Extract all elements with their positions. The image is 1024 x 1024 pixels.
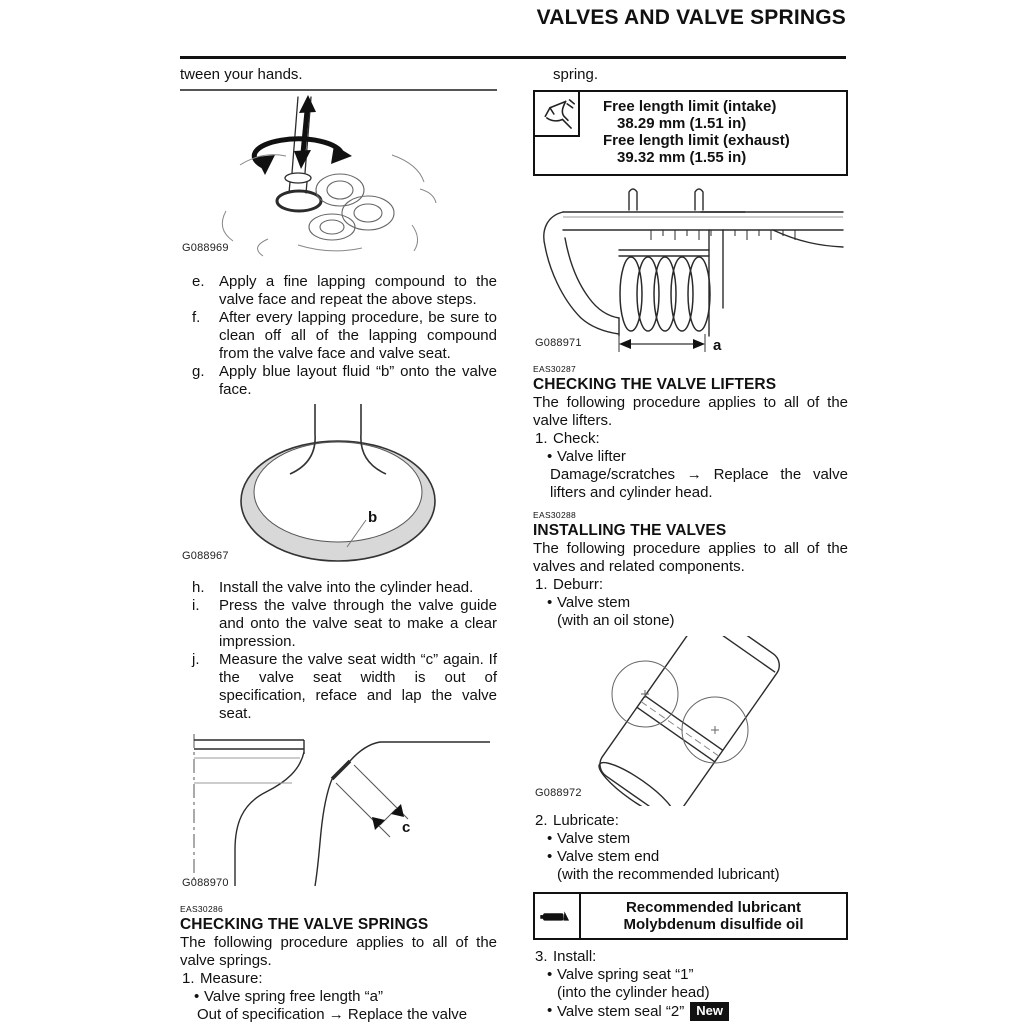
note-text: (into the cylinder head) <box>557 984 710 1001</box>
dimension-arrow <box>619 334 705 352</box>
bullet-text: Valve spring free length “a” <box>204 987 383 1005</box>
section-intro: The following procedure applies to all of the valve springs. <box>180 933 497 969</box>
list-text: Apply blue layout fluid “b” onto the valve face. <box>219 362 497 398</box>
list-marker: i. <box>192 596 200 614</box>
bullet-text: Valve stem end <box>557 848 660 865</box>
result-text: Out of specification → Replace the valve <box>197 1005 468 1023</box>
figure-id-label: G088970 <box>182 876 229 889</box>
valve-face-illustration <box>180 404 497 569</box>
bullet-item <box>180 988 497 1006</box>
spring-coils <box>620 257 710 331</box>
bullet-text: Valve stem <box>557 830 631 847</box>
lubricant-value: Molybdenum disulfide oil <box>623 916 804 933</box>
valve-lapping-tool-illustration <box>180 93 497 261</box>
list-marker: h. <box>192 578 205 596</box>
list-item <box>180 651 497 723</box>
section-intro: The following procedure applies to all of the valves and related components. <box>533 540 848 575</box>
list-item <box>180 273 497 309</box>
list-item <box>180 579 497 597</box>
section-heading: CHECKING THE VALVE LIFTERS <box>533 376 777 393</box>
header-rule <box>180 56 846 59</box>
spec-value-intake: 38.29 mm (1.51 in) <box>617 115 747 132</box>
bullet-item <box>533 848 848 866</box>
bullet-item <box>533 448 848 466</box>
spec-value-exhaust: 39.32 mm (1.55 in) <box>617 149 747 166</box>
continuation-text-right: spring. <box>553 66 599 83</box>
bullet-item <box>533 594 848 612</box>
callout-a: a <box>713 337 722 354</box>
step-label: Check: <box>553 430 600 447</box>
list-marker: e. <box>192 272 205 290</box>
valve-seat-width-illustration <box>180 728 497 896</box>
numbered-step <box>180 970 497 988</box>
result-text: Damage/scratches → Replace the valve lifters and cylinder head. <box>550 466 848 501</box>
oil-can-icon <box>535 894 581 938</box>
step-number: 1. <box>535 430 548 447</box>
bullet-marker: • <box>547 848 553 865</box>
figure-id-label: G088972 <box>535 787 582 799</box>
section-intro: The following procedure applies to all of the valve lifters. <box>533 394 848 429</box>
lapping-steps-list <box>180 273 497 399</box>
new-part-badge: New <box>690 1002 729 1021</box>
note-text: (with an oil stone) <box>557 612 675 629</box>
section-code: EAS30288 <box>533 510 577 520</box>
figure-valve-face <box>180 404 497 569</box>
section-checking-valve-lifters <box>533 364 848 502</box>
section-checking-valve-springs <box>180 904 497 1024</box>
bullet-marker: • <box>547 594 553 611</box>
numbered-step <box>533 948 848 966</box>
list-marker: j. <box>192 650 200 668</box>
up-down-arrow-icon <box>303 111 307 153</box>
bullet-text: Valve lifter <box>557 448 626 465</box>
figure-id-label: G088971 <box>535 337 582 349</box>
spec-label-exhaust: Free length limit (exhaust) <box>603 132 790 149</box>
bullet-item <box>533 830 848 848</box>
figure-valve-lapping <box>180 93 497 261</box>
step-label: Deburr: <box>553 576 604 593</box>
section-code: EAS30287 <box>533 364 577 374</box>
step-number: 3. <box>535 948 548 965</box>
numbered-step <box>533 812 848 830</box>
bullet-text: Valve stem seal “2” <box>557 1003 685 1020</box>
spec-label-intake: Free length limit (intake) <box>603 98 777 115</box>
section-installing-valves <box>533 510 848 630</box>
caliper-icon <box>533 90 580 137</box>
step-label: Lubricate: <box>553 812 619 829</box>
bullet-marker: • <box>547 448 553 465</box>
step-label: Install: <box>553 948 597 965</box>
list-marker: g. <box>192 362 205 380</box>
seat-steps-list <box>180 579 497 723</box>
figure-caliper-spring <box>533 184 848 356</box>
list-item <box>180 597 497 651</box>
list-text: After every lapping procedure, be sure to clean off all of the lapping compound from the valve face and valve seat. <box>219 308 497 362</box>
section-heading: CHECKING THE VALVE SPRINGS <box>180 915 429 933</box>
numbered-step <box>533 576 848 594</box>
step-number: 2. <box>535 812 548 829</box>
lubricant-box <box>533 892 848 940</box>
list-text: Install the valve into the cylinder head. <box>219 578 474 596</box>
bullet-marker: • <box>547 830 553 847</box>
list-text: Press the valve through the valve guide and onto the valve seat to make a clear impression. <box>219 596 497 650</box>
figure-id-label: G088967 <box>182 549 229 562</box>
caliper-measuring-spring-illustration <box>533 184 848 356</box>
step-number: 1. <box>182 969 195 987</box>
bullet-marker: • <box>194 987 200 1005</box>
figure-divider-rule <box>180 89 497 91</box>
spec-box-free-length <box>533 90 848 176</box>
list-text: Measure the valve seat width “c” again. If the valve seat width is out of specification, reface and lap the valve seat. <box>219 650 497 722</box>
bullet-text: Valve stem <box>557 594 631 611</box>
section-heading: INSTALLING THE VALVES <box>533 522 727 539</box>
section-code: EAS30286 <box>180 903 224 914</box>
numbered-step <box>533 430 848 448</box>
figure-seat-width <box>180 728 497 896</box>
figure-id-label: G088969 <box>182 241 229 254</box>
callout-b: b <box>368 508 378 526</box>
figure-stem-deburr <box>533 636 848 806</box>
note-text: (with the recommended lubricant) <box>557 866 780 883</box>
list-text: Apply a fine lapping compound to the valve face and repeat the above steps. <box>219 272 497 308</box>
lubricant-title: Recommended lubricant <box>625 899 802 916</box>
bullet-item <box>533 1002 848 1021</box>
bullet-marker: • <box>547 966 553 983</box>
list-item <box>180 309 497 363</box>
right-column <box>533 66 848 1021</box>
install-steps <box>533 948 848 1021</box>
list-item <box>180 363 497 399</box>
step-label: Measure: <box>200 969 263 987</box>
continuation-text-left: tween your hands. <box>180 66 303 83</box>
lubricate-steps <box>533 812 848 884</box>
bullet-item <box>533 966 848 984</box>
step-number: 1. <box>535 576 548 593</box>
callout-c: c <box>402 818 411 836</box>
page-title: VALVES AND VALVE SPRINGS <box>536 6 846 29</box>
left-column <box>180 66 497 1024</box>
valve-stem-end-illustration <box>533 636 848 806</box>
list-marker: f. <box>192 308 201 326</box>
bullet-marker: • <box>547 1002 553 1019</box>
bullet-text: Valve spring seat “1” <box>557 966 694 983</box>
